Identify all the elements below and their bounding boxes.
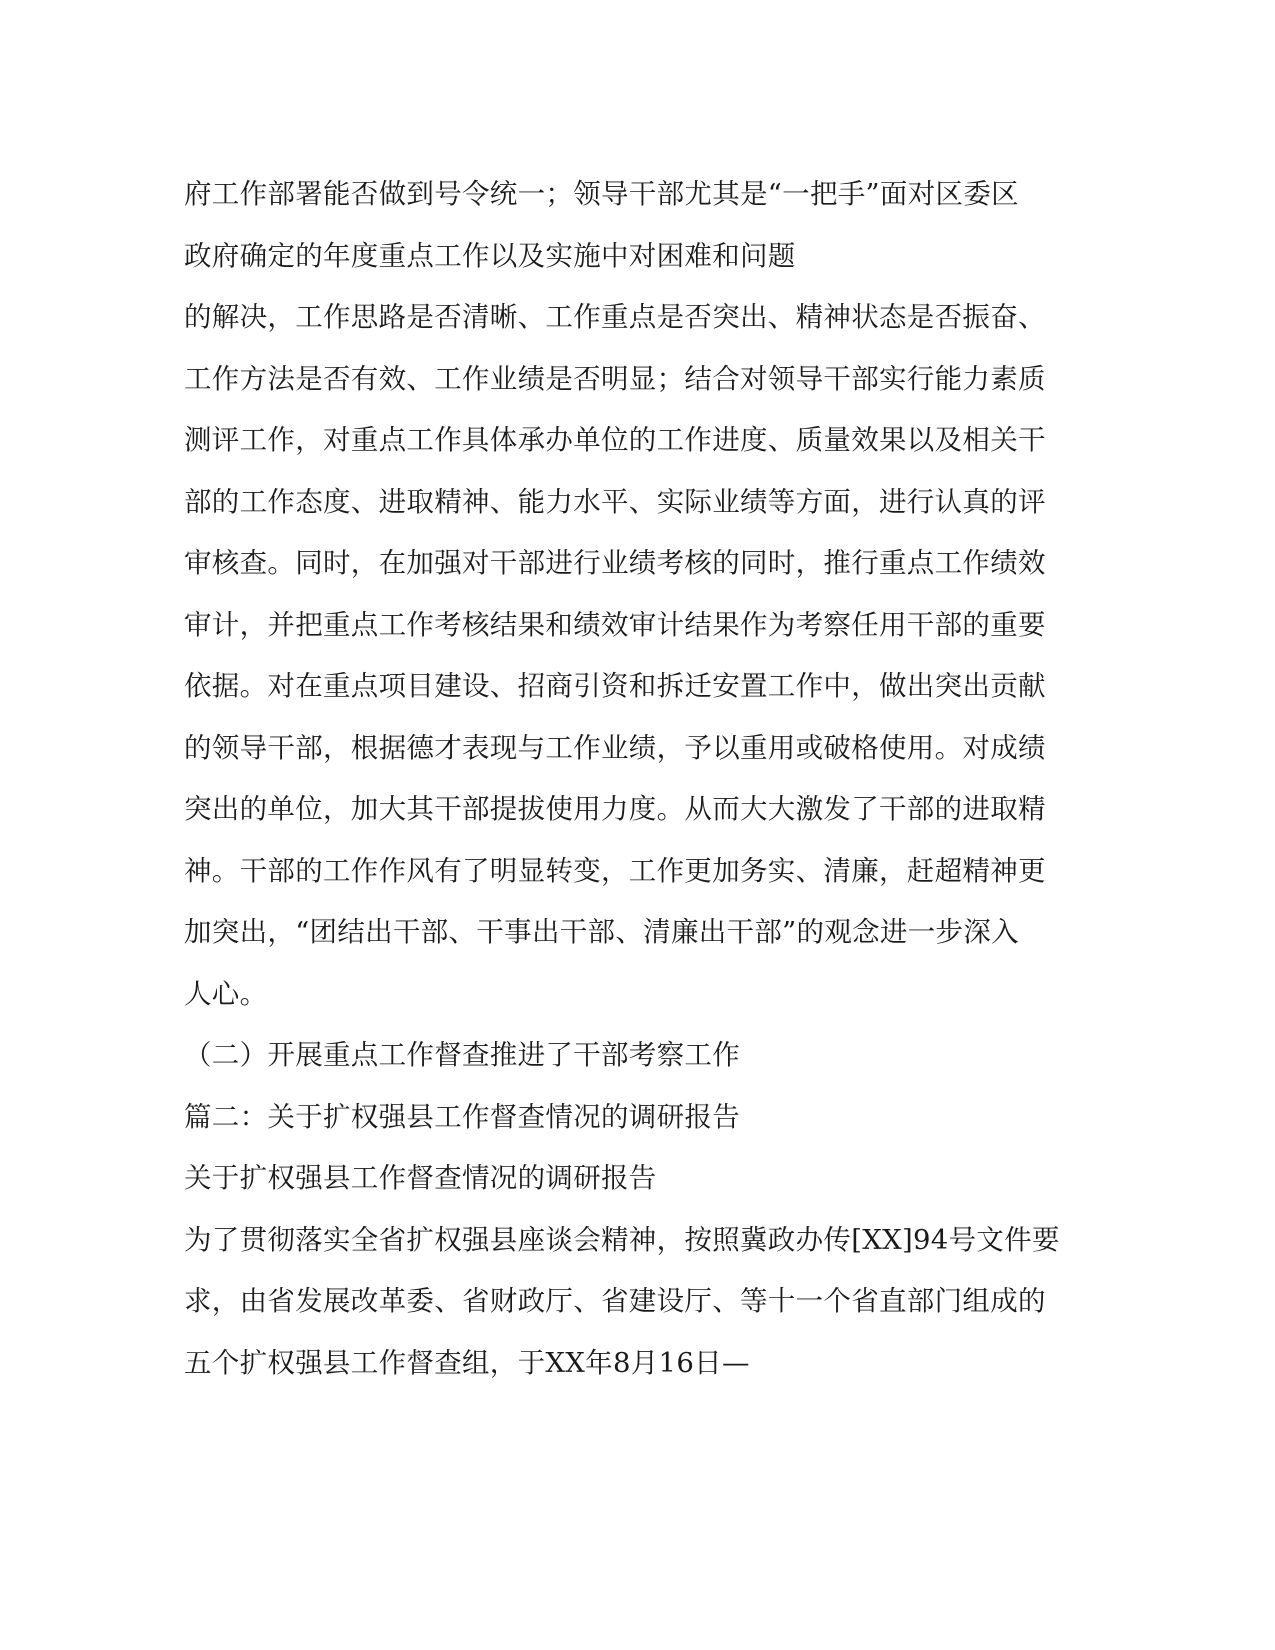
paragraph-line: 突出的单位，加大其干部提拔使用力度。从而大大激发了干部的进取精 [184, 793, 1046, 825]
paragraph-line: 神。干部的工作作风有了明显转变，工作更加务实、清廉，赶超精神更 [184, 854, 1046, 887]
chapter-heading: 篇二：关于扩权强县工作督查情况的调研报告 [184, 1100, 740, 1133]
paragraph-line: 政府确定的年度重点工作以及实施中对困难和问题 [184, 239, 796, 272]
paragraph-line: 部的工作态度、进取精神、能力水平、实际业绩等方面，进行认真的评 [184, 485, 1046, 518]
document-body [184, 164, 1084, 1394]
paragraph-line: 工作方法是否有效、工作业绩是否明显；结合对领导干部实行能力素质 [184, 362, 1046, 395]
paragraph-line: 府工作部署能否做到号令统一；领导干部尤其是“一把手”面对区委区 [184, 178, 1019, 210]
paragraph-line: 审计，并把重点工作考核结果和绩效审计结果作为考察任用干部的重要 [184, 608, 1046, 641]
paragraph-line: 为了贯彻落实全省扩权强县座谈会精神，按照冀政办传[XX]94号文件要 [184, 1223, 1060, 1256]
report-title: 关于扩权强县工作督查情况的调研报告 [184, 1162, 657, 1194]
paragraph-line: 五个扩权强县工作督查组，于XX年8月16日— [184, 1346, 750, 1379]
paragraph-line: 人心。 [184, 977, 268, 1010]
paragraph-line: 的领导干部，根据德才表现与工作业绩，予以重用或破格使用。对成绩 [184, 731, 1046, 764]
paragraph-line: 的解决，工作思路是否清晰、工作重点是否突出、精神状态是否振奋、 [184, 301, 1046, 333]
paragraph-line: 审核查。同时，在加强对干部进行业绩考核的同时，推行重点工作绩效 [184, 547, 1046, 579]
paragraph-line: 加突出，“团结出干部、干事出干部、清廉出干部”的观念进一步深入 [184, 916, 1019, 948]
section-heading: （二）开展重点工作督查推进了干部考察工作 [184, 1039, 740, 1071]
paragraph-line: 求，由省发展改革委、省财政厅、省建设厅、等十一个省直部门组成的 [184, 1285, 1046, 1317]
paragraph-line: 依据。对在重点项目建设、招商引资和拆迁安置工作中，做出突出贡献 [184, 670, 1046, 702]
paragraph-line: 测评工作，对重点工作具体承办单位的工作进度、质量效果以及相关干 [184, 424, 1046, 456]
